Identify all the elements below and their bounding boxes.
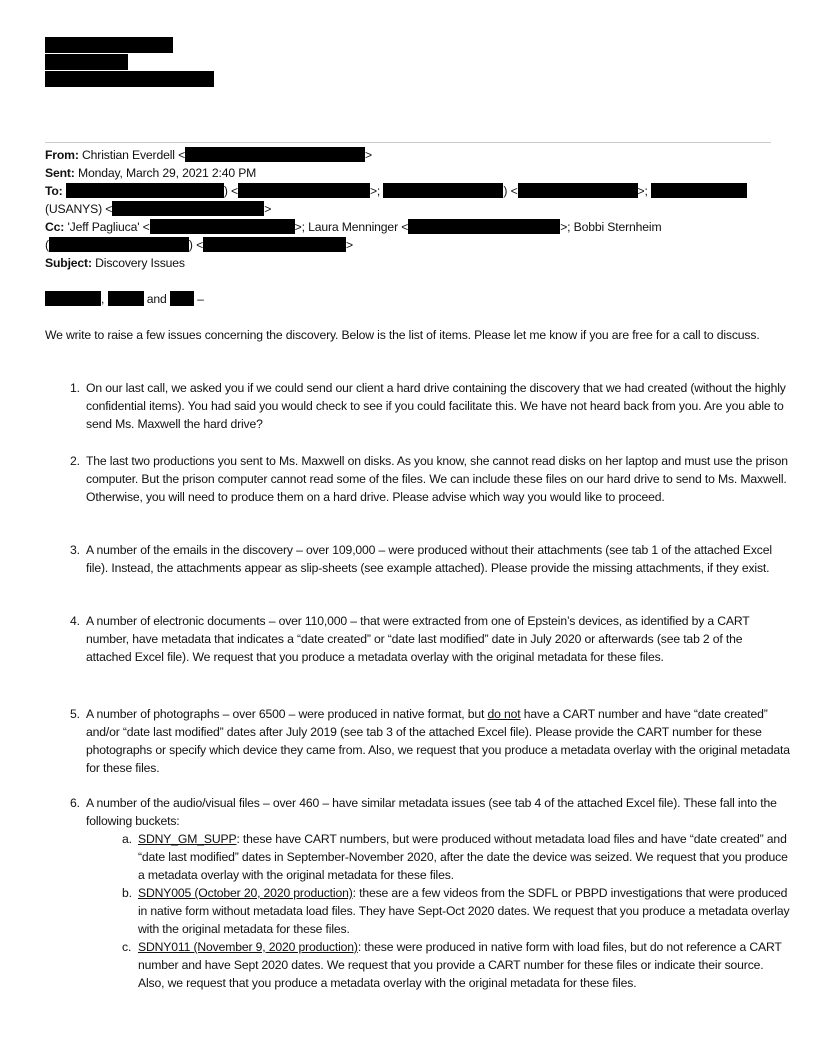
redaction: [49, 237, 189, 252]
redaction: [383, 183, 503, 198]
redaction: [238, 183, 370, 198]
list-item: 1. On our last call, we asked you if we could send our client a hard drive containing the discovery that we had created (without the highly confidential items). You had said you would check to see if you could facilitate this. We have not heard back from you. Are you able to send Ms. Maxwell the hard drive?: [70, 381, 786, 431]
redaction: [45, 71, 214, 87]
list-item: 6. A number of the audio/visual files – over 460 – have similar metadata issues (see tab 4 of the attached Excel file). These fall into the following buckets: a. SDNY_GM_SUPP: these have CART numbers, but were produced without metadata load files and have “date created” and “date last modified” dates in September-November 2020, after the date the device was seized. We request that you produce a metadata overlay with the original metadata for these files. b. SDNY005 (October 20, 2020 production): these are a few videos from the SDFL or PBPD investigations that were produced in native form without metadata load files. They have Sept-Oct 2020 dates. We request that you produce a metadata overlay with the original metadata for these files. c. SDNY011 (November 9, 2020 production): these were produced in native form with load files, but do not reference a CART number and have Sept 2020 dates. We request that you provide a CART number for these files or indicate their source. Also, we request that you produce a metadata overlay with the original metadata for these files.: [70, 796, 790, 990]
redaction: [45, 291, 101, 306]
redaction: [150, 219, 295, 234]
redaction: [45, 37, 173, 53]
sub-list-item: a. SDNY_GM_SUPP: these have CART numbers, but were produced without metadata load files and have “date created” and “date last modified” dates in September-November 2020, after the date the device was seized. We request that you produce a metadata overlay with the original metadata for these files.: [122, 832, 788, 882]
redaction: [203, 237, 346, 252]
list-item: 4. A number of electronic documents – over 110,000 – that were extracted from one of Epstein’s devices, as identified by a CART number, have metadata that indicates a “date created” or “date last modified” date in July 2020 or afterwards (see tab 2 of the attached Excel file). We request that you produce a metadata overlay with the original metadata for these files.: [70, 614, 750, 664]
to-line: To: ) < >; ) < >;: [45, 182, 775, 200]
from-line: From: Christian Everdell < >: [45, 148, 373, 162]
redaction: [45, 54, 128, 70]
redaction: [66, 183, 224, 198]
to-line-cont: (USANYS) < >: [45, 202, 272, 216]
cc-line-cont: ( ) < >: [45, 238, 354, 252]
redaction: [108, 291, 144, 306]
cc-line: Cc: 'Jeff Pagliuca' < >; Laura Menninger < >; Bobbi Sternheim: [45, 220, 662, 234]
list-item: 2. The last two productions you sent to Ms. Maxwell on disks. As you know, she cannot read disks on her laptop and must use the prison computer. But the prison computer cannot read some of the files. We can include these files on our hard drive to send to Ms. Maxwell. Otherwise, you will need to produce them on a hard drive. Please advise which way you would like to proceed.: [70, 454, 788, 504]
sub-list-item: c. SDNY011 (November 9, 2020 production): these were produced in native form with load files, but do not reference a CART number and have Sept 2020 dates. We request that you provide a CART number for these files or indicate their source. Also, we request that you produce a metadata overlay with the original metadata for these files.: [122, 940, 782, 990]
redaction: [651, 183, 747, 198]
header-divider: [45, 142, 771, 143]
redaction: [408, 219, 560, 234]
redaction: [518, 183, 638, 198]
redaction: [170, 291, 194, 306]
redaction: [112, 201, 264, 216]
list-item: 3. A number of the emails in the discovery – over 109,000 – were produced without their attachments (see tab 1 of the attached Excel file). Instead, the attachments appear as slip-sheets (see example attached). Please provide the missing attachments, if they exist.: [70, 543, 772, 575]
email-header: [45, 146, 775, 272]
subject-line: Subject: Discovery Issues: [45, 256, 185, 270]
list-item: 5. A number of photographs – over 6500 – were produced in native format, but do not have a CART number and have “date created” and/or “date last modified” dates after July 2019 (see tab 3 of the attached Excel file). Please provide the CART number for these photographs or specify which device they came from. Also, we request that you produce a metadata overlay with the original metadata for these files.: [70, 707, 790, 775]
greeting: , and –: [45, 290, 773, 308]
sub-list-item: b. SDNY005 (October 20, 2020 production): these are a few videos from the SDFL or PBPD investigations that were produced in native form without metadata load files. They have Sept-Oct 2020 dates. We request that you produce a metadata overlay with the original metadata for these files.: [122, 886, 790, 936]
sent-line: Sent: Monday, March 29, 2021 2:40 PM: [45, 166, 257, 180]
intro-paragraph: We write to raise a few issues concerning the discovery. Below is the list of items. Please let me know if you are free for a call to discuss.: [45, 328, 760, 342]
redaction: [185, 147, 365, 162]
